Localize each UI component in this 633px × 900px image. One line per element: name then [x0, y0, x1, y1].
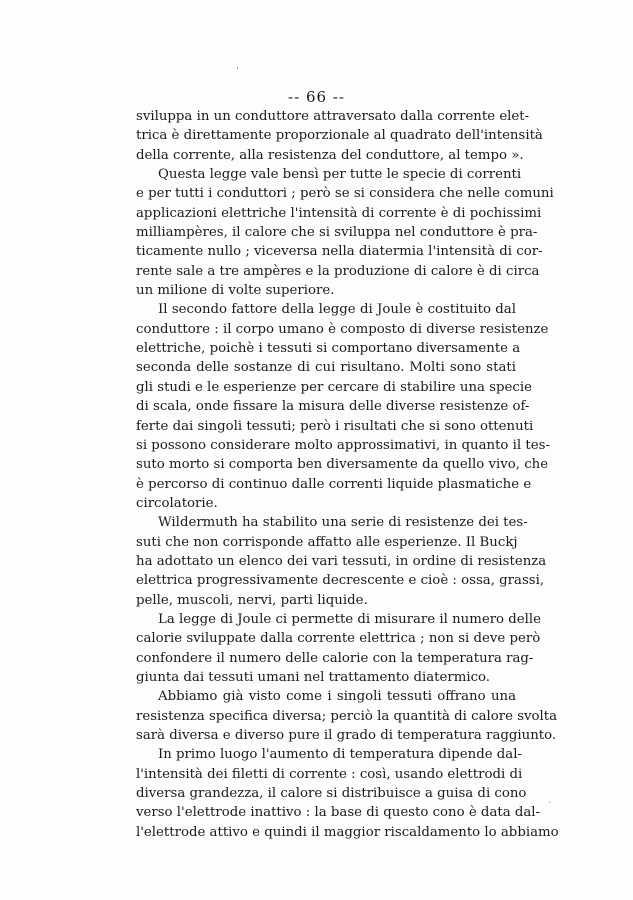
text-line: milliampères, il calore che si sviluppa nel conduttore è pra- — [136, 225, 538, 241]
text-line: elettrica progressivamente decrescente e cioè : ossa, grassi, — [136, 573, 545, 589]
text-line: In primo luogo l'aumento di temperatura dipende dal- — [158, 747, 522, 763]
paragraph — [136, 687, 558, 745]
text-line: un milione di volte superiore. — [136, 283, 335, 299]
scan-speck: · — [548, 798, 552, 809]
paragraph — [136, 165, 554, 300]
text-line: suti che non corrisponde affatto alle esperienze. Il Buckj — [136, 534, 518, 550]
text-line: applicazioni elettriche l'intensità di corrente è di pochissimi — [136, 205, 542, 221]
text-line: Il secondo fattore della legge di Joule è costituito dal — [158, 302, 516, 318]
text-line: La legge di Joule ci permette di misurare il numero delle — [158, 611, 542, 627]
text-line: e per tutti i conduttori ; però se si considera che nelle comuni — [136, 186, 554, 202]
text-line: ha adottato un elenco dei vari tessuti, in ordine di resistenza — [136, 553, 547, 569]
page-number: -- 66 -- — [288, 88, 345, 106]
text-line: calorie sviluppate dalla corrente elettrica ; non si deve però — [136, 631, 541, 647]
text-line: gli studi e le esperienze per cercare di stabilire una specie — [136, 379, 532, 395]
text-line: resistenza specifica diversa; perciò la quantità di calore svolta — [136, 708, 558, 724]
text-line: giunta dai tessuti umani nel trattamento diatermico. — [136, 669, 491, 685]
paragraph — [136, 513, 547, 610]
text-line: seconda delle sostanze di cui risultano. Molti sono stati — [136, 360, 516, 376]
text-line: si possono considerare molto approssimativi, in quanto il tes- — [136, 437, 550, 453]
text-line: pelle, muscoli, nervi, parti liquide. — [136, 592, 368, 608]
text-line: l'intensità dei filetti di corrente : così, usando elettrodi di — [136, 766, 523, 782]
text-line: di scala, onde fissare la misura delle diverse resistenze of- — [136, 399, 530, 415]
body-text — [136, 107, 559, 842]
text-line: sarà diversa e diverso pure il grado di temperatura raggiunto. — [136, 728, 557, 743]
text-line: della corrente, alla resistenza del conduttore, al tempo ». — [136, 147, 524, 163]
text-line: l'elettrode attivo e quindi il maggior riscaldamento lo abbiamo — [136, 824, 559, 840]
text-line: suto morto si comporta ben diversamente da quello vivo, che — [136, 457, 549, 473]
text-line: trica è direttamente proporzionale al quadrato dell'intensità — [136, 128, 543, 144]
paragraph — [136, 107, 543, 165]
paragraph — [136, 745, 559, 842]
scan-speck: ' — [236, 66, 239, 77]
text-line: Wildermuth ha stabilito una serie di resistenze dei tes- — [158, 515, 528, 531]
paragraph — [136, 610, 542, 687]
text-line: Questa legge vale bensì per tutte le specie di correnti — [158, 167, 522, 183]
text-line: ferte dai singoli tessuti; però i risultati che si sono ottenuti — [136, 418, 534, 434]
text-line: sviluppa in un conduttore attraversato dalla corrente elet- — [136, 109, 530, 124]
paragraph — [136, 300, 550, 513]
text-line: confondere il numero delle calorie con la temperatura rag- — [136, 650, 534, 666]
text-line: circolatorie. — [136, 495, 218, 511]
text-line: è percorso di continuo dalle correnti liquide plasmatiche e — [136, 476, 532, 492]
text-line: diversa grandezza, il calore si distribuisce a guisa di cono — [136, 786, 527, 802]
text-line: conduttore : il corpo umano è composto di diverse resistenze — [136, 321, 549, 337]
text-line: ticamente nullo ; viceversa nella diatermia l'intensità di cor- — [136, 244, 543, 260]
text-line: elettriche, poichè i tessuti si comportano diversamente a — [136, 341, 521, 357]
text-line: verso l'elettrode inattivo : la base di questo cono è data dal- — [136, 805, 541, 821]
text-line: Abbiamo già visto come i singoli tessuti offrano una — [158, 689, 516, 705]
text-line: rente sale a tre ampères e la produzione di calore è di circa — [136, 263, 540, 279]
